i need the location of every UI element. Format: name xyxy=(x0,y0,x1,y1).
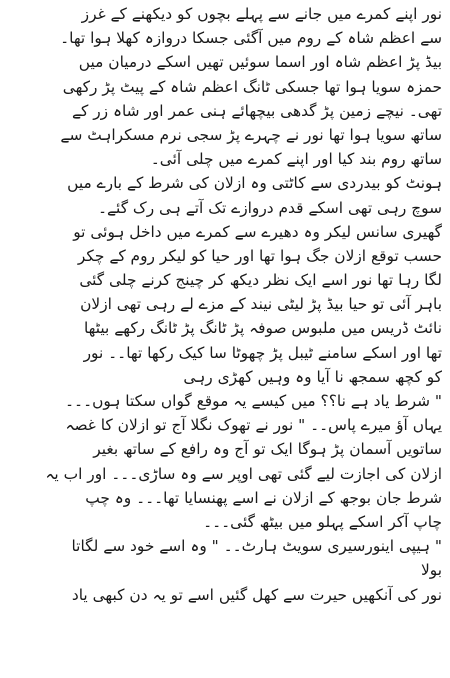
text-line-15: تھا اور اسکے سامنے ٹیبل پڑ چھوٹا سا کیک رکھا تھا۔۔ نور xyxy=(83,343,442,362)
text-line-25: نور کی آنکھیں حیرت سے کھل گئیں اسے تو یہ دن کبھی یاد xyxy=(71,585,442,604)
text-line-22: چاپ آکر اسکے پہلو میں بیٹھ گئی۔۔۔ xyxy=(203,512,442,531)
text-line-8: ہونٹ کو بیدردی سے کاٹتی وہ ازلان کی شرط کے بارے میں xyxy=(67,174,442,193)
text-line-17: " شرط یاد ہے نا؟؟ میں کیسے یہ موقع گواں سکتا ہوں۔۔۔ xyxy=(65,392,442,410)
text-line-14: نائٹ ڈریس میں ملبوس صوفہ پڑ ٹانگ پڑ ٹانگ رکھے بیٹھا xyxy=(83,319,442,338)
text-line-13: باہر آئی تو حیا بیڈ پڑ لیٹی نیند کے مزے لے رہی تھی ازلان xyxy=(80,295,442,314)
text-line-24: بولا xyxy=(420,561,442,580)
text-line-1: نور اپنے کمرے میں جانے سے پہلے بچوں کو دیکھنے کے غرز xyxy=(81,5,442,23)
text-line-12: لگا رہا تھا نور اسے ایک نظر دیکھ کر چینج کرنے چلی گئی xyxy=(79,271,442,290)
text-line-10: گھیری سانس لیکر وہ دھیرے سے کمرے میں داخل ہوئی تو xyxy=(73,222,442,241)
text-line-19: ساتویں آسمان پڑ ہوگا ایک تو آج وہ رافع کے ساتھ بغیر xyxy=(93,440,442,459)
text-line-2: سے اعظم شاہ کے روم میں آگئی جسکا دروازہ کھلا ہوا تھا۔ xyxy=(60,29,442,48)
text-line-21: شرط جان بوجھ کے ازلان نے اسے پھنسایا تھا۔۔۔ وہ چپ xyxy=(85,488,442,507)
text-line-9: سوچ رہی تھی اسکے قدم دروازے تک آتے ہی رک گئے۔ xyxy=(98,198,442,217)
text-line-16: کو کچھ سمجھ نا آیا وہ وہیں کھڑی رہی xyxy=(183,367,442,386)
text-line-4: حمزہ سویا ہوا تھا جسکی ٹانگ اعظم شاہ کے پیٹ پڑ رکھی xyxy=(62,77,442,96)
text-line-20: ازلان کی اجازت لیے گئی تھی اوپر سے وہ ساڑی۔۔۔ اور اب یہ xyxy=(45,464,442,483)
text-line-7: ساتھ روم بند کیا اور اپنے کمرے میں چلی آئی۔ xyxy=(150,150,442,169)
text-line-5: تھی۔ نیچے زمین پڑ گدھی بیچھائے ہنی عمر اور شاہ زر کے xyxy=(71,101,442,120)
text-line-3: بیڈ پڑ اعظم شاہ اور اسما سوئیں تھیں اسکے درمیان میں xyxy=(78,53,442,72)
text-line-23: " ہیپی اینورسیری سویٹ ہارٹ۔۔ " وہ اسے خود سے لگاتا xyxy=(71,537,442,556)
text-line-6: ساتھ سویا ہوا تھا نور نے چہرے پڑ سجی نرم مسکراہٹ سے xyxy=(60,125,442,144)
text-line-11: حسب توقع ازلان جگ ہوا تھا اور حیا کو لیکر روم کے چکر xyxy=(77,246,442,265)
text-line-18: یہاں آؤ میرے پاس۔۔ " نور نے تھوک نگلا آج تو ازلان کا غصہ xyxy=(65,416,442,435)
